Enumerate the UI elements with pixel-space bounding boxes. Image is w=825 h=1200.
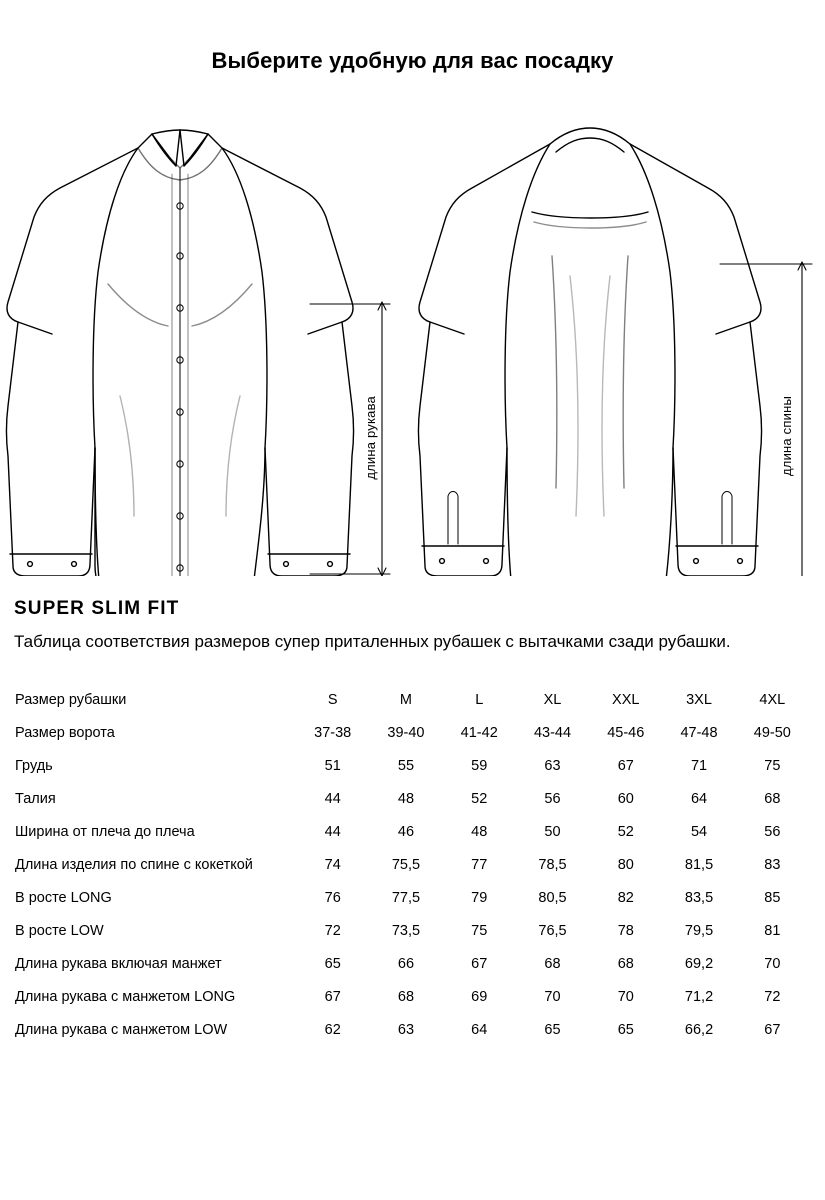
fit-name: SUPER SLIM FIT (14, 598, 180, 619)
cell-value: 67 (764, 1021, 781, 1038)
cell-value: 43-44 (533, 724, 572, 741)
cell-value: 37-38 (314, 724, 352, 741)
cell-value: 71,2 (684, 988, 714, 1005)
table-row (14, 815, 809, 848)
table-body (14, 716, 809, 1046)
table-row (14, 947, 809, 980)
cell-value: 59 (471, 757, 488, 774)
cell-value: 56 (544, 790, 561, 807)
fit-description: Таблица соответствия размеров супер приталенных рубашек с вытачками сзади рубашки. (14, 632, 731, 651)
table-column-header: S (327, 691, 338, 708)
cell-value: 52 (471, 790, 488, 807)
cell-value: 48 (397, 790, 415, 807)
front-sleeve-length-label: длина рукава (363, 396, 378, 480)
cell-value: 75,5 (391, 856, 421, 873)
cell-value: 67 (324, 988, 341, 1005)
page-title: Выберите удобную для вас посадку (211, 48, 614, 73)
cell-value: 62 (324, 1021, 341, 1038)
cell-value: 80,5 (538, 889, 567, 906)
cell-value: 83 (764, 856, 781, 873)
cell-value: 79 (471, 889, 488, 906)
table-column-header: 3XL (686, 691, 712, 708)
cell-value: 68 (397, 988, 415, 1005)
back-length-dimension (720, 262, 812, 576)
table-column-header: Размер рубашки (15, 691, 127, 708)
cell-value: 47-48 (680, 724, 718, 741)
row-label: В росте LONG (15, 889, 112, 906)
cell-value: 78,5 (538, 856, 567, 873)
cell-value: 68 (617, 955, 634, 972)
cell-value: 85 (764, 889, 781, 906)
cell-value: 80 (617, 856, 634, 873)
table-column-header: 4XL (759, 691, 786, 708)
table-row (14, 881, 809, 914)
table-row (14, 848, 809, 881)
table-column-header: L (475, 691, 484, 708)
cell-value: 44 (324, 823, 341, 840)
cell-value: 79,5 (684, 922, 714, 939)
table-column-header: XXL (612, 691, 640, 708)
table-row (14, 1013, 809, 1046)
front-shirt-technical-drawing (7, 130, 354, 576)
cell-value: 63 (397, 1021, 415, 1038)
row-label: Длина рукава включая манжет (15, 955, 222, 972)
cell-value: 76,5 (538, 922, 567, 939)
cell-value: 75 (764, 757, 781, 774)
front-sleeve-length-dimension (310, 302, 390, 576)
table-row (14, 914, 809, 947)
cell-value: 68 (764, 790, 781, 807)
cell-value: 63 (544, 757, 561, 774)
shirt-diagram-svg (0, 96, 825, 576)
cell-value: 69 (471, 988, 488, 1005)
cell-value: 71 (690, 757, 708, 774)
cell-value: 56 (764, 823, 781, 840)
cell-value: 68 (544, 955, 561, 972)
cell-value: 55 (397, 757, 415, 774)
cell-value: 81 (764, 922, 781, 939)
back-shirt-technical-drawing (419, 128, 762, 576)
cell-value: 66 (397, 955, 415, 972)
cell-value: 75 (471, 922, 488, 939)
table-column-header: M (399, 691, 412, 708)
cell-value: 81,5 (684, 856, 714, 873)
table-row (14, 980, 809, 1013)
row-label: В росте LOW (15, 922, 104, 939)
cell-value: 77,5 (391, 889, 421, 906)
row-label: Длина рукава с манжетом LOW (15, 1021, 228, 1038)
back-length-label: длина спины (779, 396, 794, 476)
cell-value: 77 (471, 856, 488, 873)
size-table (14, 683, 809, 1046)
cell-value: 49-50 (753, 724, 791, 741)
table-row (14, 749, 809, 782)
cell-value: 50 (544, 823, 561, 840)
shirt-illustrations (0, 96, 825, 576)
row-label: Длина рукава с манжетом LONG (15, 988, 236, 1005)
cell-value: 78 (617, 922, 634, 939)
table-row (14, 716, 809, 749)
cell-value: 70 (544, 988, 561, 1005)
cell-value: 60 (617, 790, 634, 807)
cell-value: 65 (324, 955, 341, 972)
cell-value: 54 (690, 823, 708, 840)
cell-value: 65 (544, 1021, 561, 1038)
row-label: Талия (15, 790, 56, 807)
cell-value: 74 (324, 856, 341, 873)
cell-value: 66,2 (684, 1021, 714, 1038)
cell-value: 83,5 (684, 889, 714, 906)
cell-value: 70 (617, 988, 634, 1005)
cell-value: 72 (764, 988, 781, 1005)
cell-value: 67 (471, 955, 488, 972)
cell-value: 76 (324, 889, 341, 906)
fit-description-block (0, 598, 825, 655)
row-label: Грудь (15, 757, 53, 774)
cell-value: 48 (471, 823, 488, 840)
cell-value: 64 (471, 1021, 488, 1038)
cell-value: 67 (617, 757, 634, 774)
cell-value: 51 (324, 757, 341, 774)
row-label: Размер ворота (15, 724, 115, 741)
table-header-row (14, 683, 809, 716)
table-column-header: XL (543, 691, 562, 708)
cell-value: 44 (324, 790, 341, 807)
cell-value: 39-40 (387, 724, 425, 741)
cell-value: 41-42 (460, 724, 498, 741)
cell-value: 69,2 (684, 955, 714, 972)
cell-value: 52 (617, 823, 634, 840)
cell-value: 73,5 (391, 922, 421, 939)
cell-value: 82 (617, 889, 634, 906)
table-row (14, 782, 809, 815)
cell-value: 46 (397, 823, 415, 840)
cell-value: 45-46 (607, 724, 645, 741)
cell-value: 64 (690, 790, 708, 807)
cell-value: 72 (324, 922, 341, 939)
cell-value: 70 (764, 955, 781, 972)
cell-value: 65 (617, 1021, 634, 1038)
row-label: Ширина от плеча до плеча (15, 823, 195, 840)
row-label: Длина изделия по спине с кокеткой (15, 856, 253, 873)
